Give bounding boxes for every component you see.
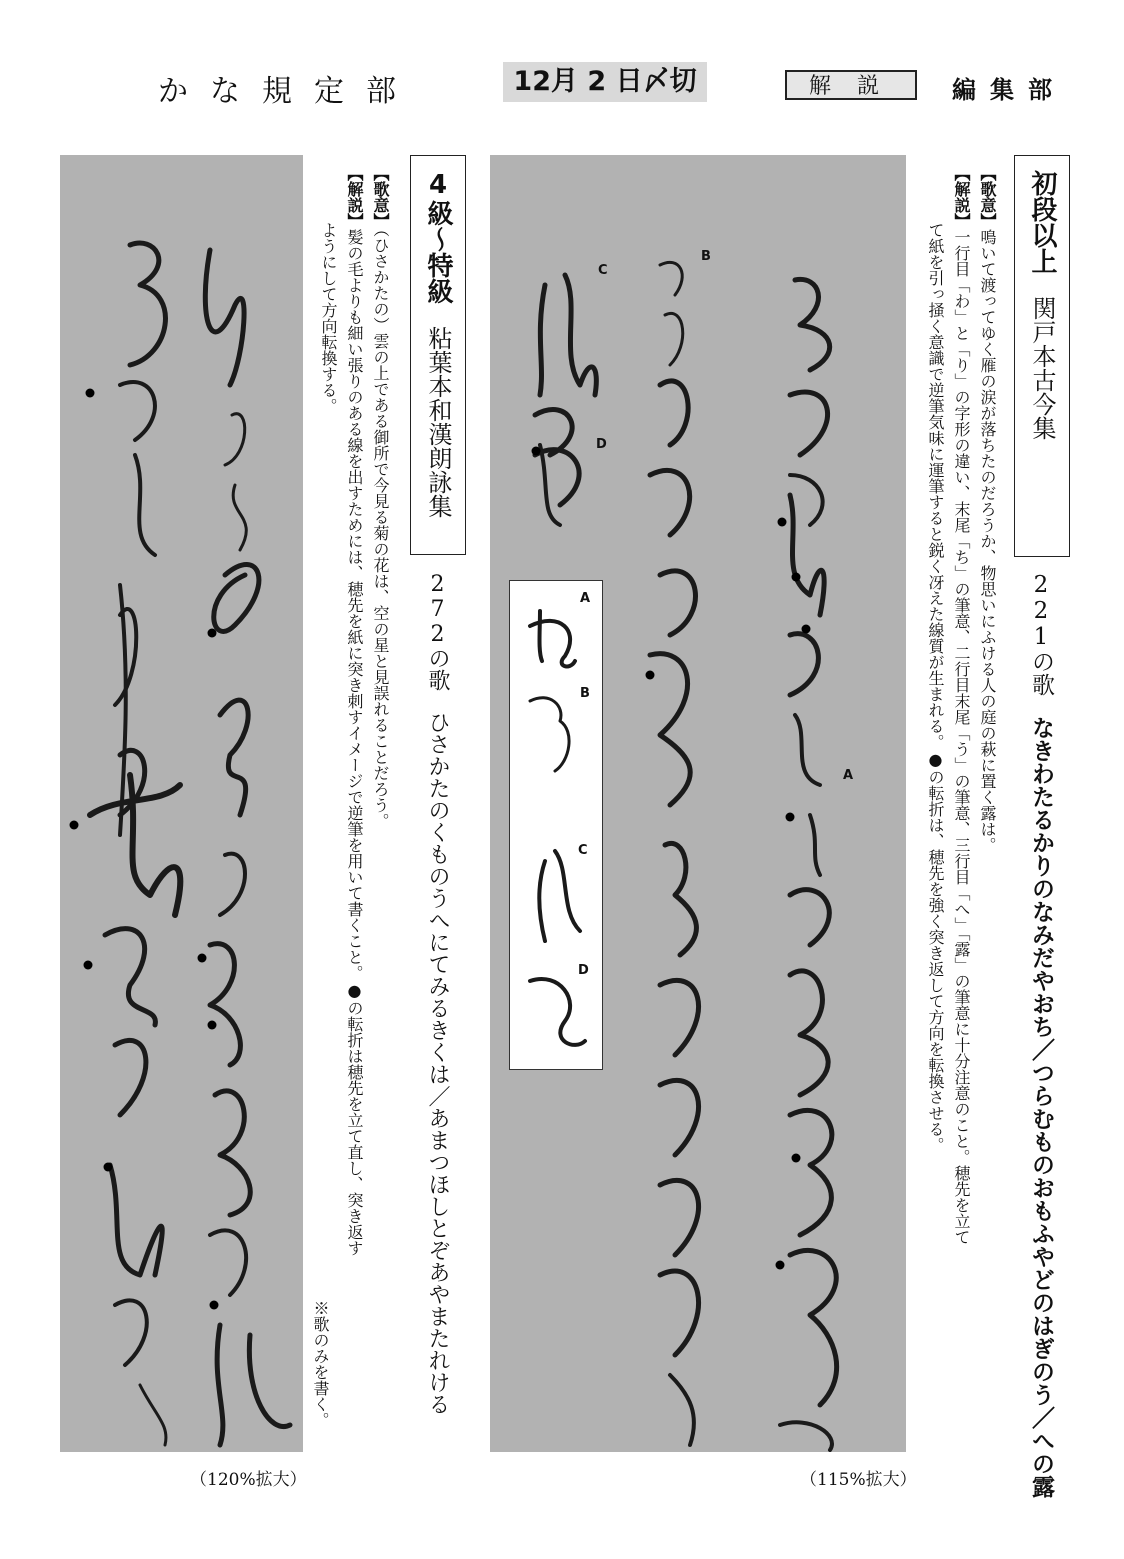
shodan-kai-label: 【歌意】 (978, 165, 997, 229)
marker-c: C (598, 263, 608, 278)
header-right-title: 編集部 (952, 75, 1066, 104)
shodan-exp-line-1 (951, 165, 971, 1465)
song-number-shodan: 221の歌 (1028, 572, 1054, 696)
poem-line-kyu (420, 572, 454, 1452)
inset-marker-c: C (578, 843, 588, 858)
kyu-kai-label: 【歌意】 (371, 165, 390, 229)
shodan-exp-text-2: て紙を引っ掻く意識で逆筆気味に運筆すると鋭く冴えた線質が生まれる。●の転折は、穂先を強く突き返して方向を転換させる。 (926, 222, 945, 1153)
song-number-kyu: 272の歌 (425, 572, 450, 691)
calligraphy-photo-kyu (60, 155, 303, 1452)
kyu-exp-line-1 (344, 165, 364, 1465)
kyu-kai-line (370, 165, 390, 1465)
poem-line-shodan (1024, 572, 1058, 1498)
deadline-badge: 12月 2 日〆切 (503, 62, 707, 102)
source-shodan: 関戸本古今集 (1028, 296, 1056, 440)
marker-d: D (596, 437, 607, 452)
level-box-kyu (410, 155, 466, 555)
source-kyu: 粘葉本和漢朗詠集 (424, 326, 452, 518)
shodan-exp-label: 【解説】 (952, 165, 971, 229)
inset-marker-a: A (580, 591, 591, 606)
poem-shodan: なきわたるかりのなみだやおち／つらむものおもふやどのはぎのう／への露 (1028, 716, 1055, 1498)
caption-kyu: （120%拡大） (190, 1470, 307, 1490)
shodan-exp-line-2 (925, 222, 945, 1462)
brush-strokes-kyu (60, 155, 303, 1452)
poem-kyu: ひさかたのくものうへにてみるきくは／あまつほしとぞあやまたれける (425, 711, 450, 1415)
shodan-kai-text: 鳴いて渡ってゆく雁の涙が落ちたのだろうか、物思いにふける人の庭の萩に置く露は。 (978, 229, 997, 853)
inset-marker-d: D (578, 963, 589, 978)
kyu-exp-text-1: 髪の毛よりも細い張りのある線を出すためには、穂先を紙に突き刺すイメージで逆筆を用いて書くこと。●の転折は穂先を立て直し、突き返す (345, 229, 364, 1256)
kaisetsu-label: 解説 (785, 70, 917, 100)
level-box-shodan (1014, 155, 1070, 557)
caption-shodan: （115%拡大） (800, 1470, 917, 1490)
kyu-exp-text-2: ようにして方向転換する。 (319, 222, 338, 414)
inset-strokes (510, 581, 602, 1069)
level-title-kyu: 4級～特級 (423, 170, 453, 304)
header-left-title: かな規定部 (158, 74, 418, 109)
shodan-exp-text-1: 一行目「わ」と「り」の字形の違い、末尾「ち」の筆意、二行目末尾「う」の筆意、三行目「へ」「露」の筆意に十分注意のこと。穂先を立て (952, 229, 971, 1245)
marker-b: B (701, 249, 711, 264)
kyu-note: ※歌のみを書く。 (311, 1300, 330, 1428)
kyu-exp-label: 【解説】 (345, 165, 364, 229)
marker-a: A (843, 768, 854, 783)
kyu-exp-line-2 (318, 222, 338, 1462)
inset-marker-b: B (580, 686, 590, 701)
detail-inset (509, 580, 603, 1070)
kyu-kai-text: （ひさかたの）雲の上である御所で今見る菊の花は、空の星と見誤れることだろう。 (371, 229, 390, 829)
level-title-shodan: 初段以上 (1027, 170, 1057, 274)
shodan-kai-line (977, 165, 997, 1465)
